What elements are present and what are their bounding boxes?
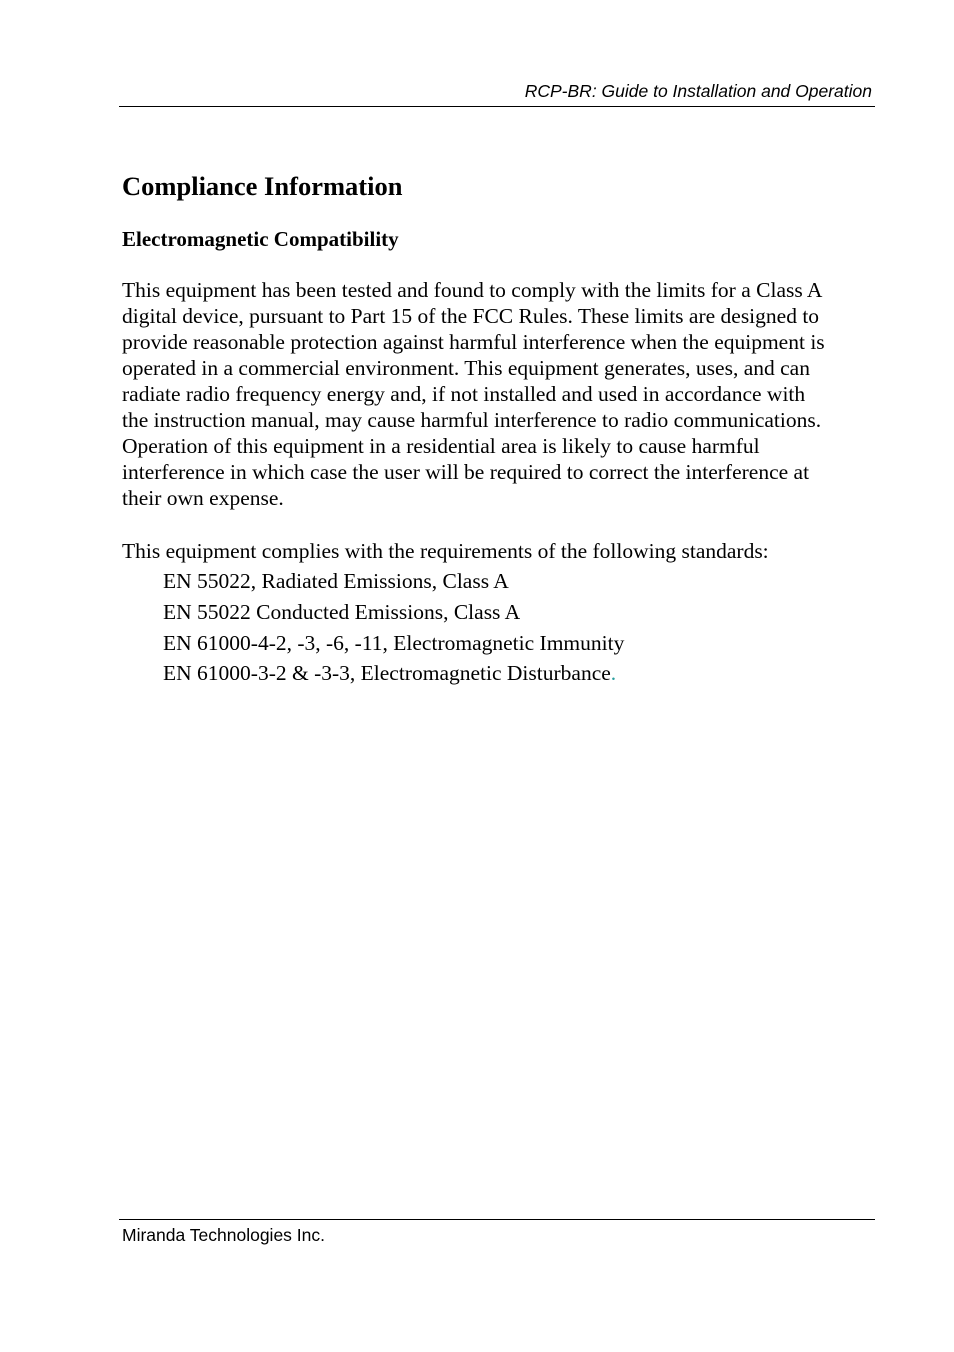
paragraph-line: operated in a commercial environment. This equipment generates, uses, and can [122, 356, 810, 380]
trailing-period: . [610, 661, 617, 685]
paragraph-line: digital device, pursuant to Part 15 of the FCC Rules. These limits are designed to [122, 304, 820, 328]
standard-item: EN 61000-4-2, -3, -6, -11, Electromagnetic Immunity [163, 631, 625, 655]
paragraph-line: interference in which case the user will be required to correct the interference at [122, 460, 810, 484]
paragraph-line: the instruction manual, may cause harmful interference to radio communications. [122, 408, 822, 432]
standards-intro: This equipment complies with the requirements of the following standards: [122, 539, 769, 563]
paragraph-line: This equipment has been tested and found to comply with the limits for a Class A [122, 278, 823, 302]
paragraph-line: Operation of this equipment in a residential area is likely to cause harmful [122, 434, 760, 458]
page-footer [119, 1219, 875, 1245]
standard-item [163, 660, 616, 686]
standard-item-text: EN 61000-3-2 & -3-3, Electromagnetic Disturbance [163, 661, 611, 685]
running-title: RCP-BR: Guide to Installation and Operation [524, 81, 872, 101]
paragraph-line: provide reasonable protection against harmful interference when the equipment is [122, 330, 825, 354]
paragraph-line: their own expense. [122, 486, 284, 510]
standard-item: EN 55022, Radiated Emissions, Class A [163, 569, 509, 593]
paragraph-line: radiate radio frequency energy and, if not installed and used in accordance with [122, 382, 806, 406]
section-heading: Electromagnetic Compatibility [122, 227, 399, 251]
company-name: Miranda Technologies Inc. [122, 1225, 325, 1245]
page-title: Compliance Information [122, 171, 403, 201]
page-header [119, 80, 875, 107]
standard-item: EN 55022 Conducted Emissions, Class A [163, 600, 521, 624]
